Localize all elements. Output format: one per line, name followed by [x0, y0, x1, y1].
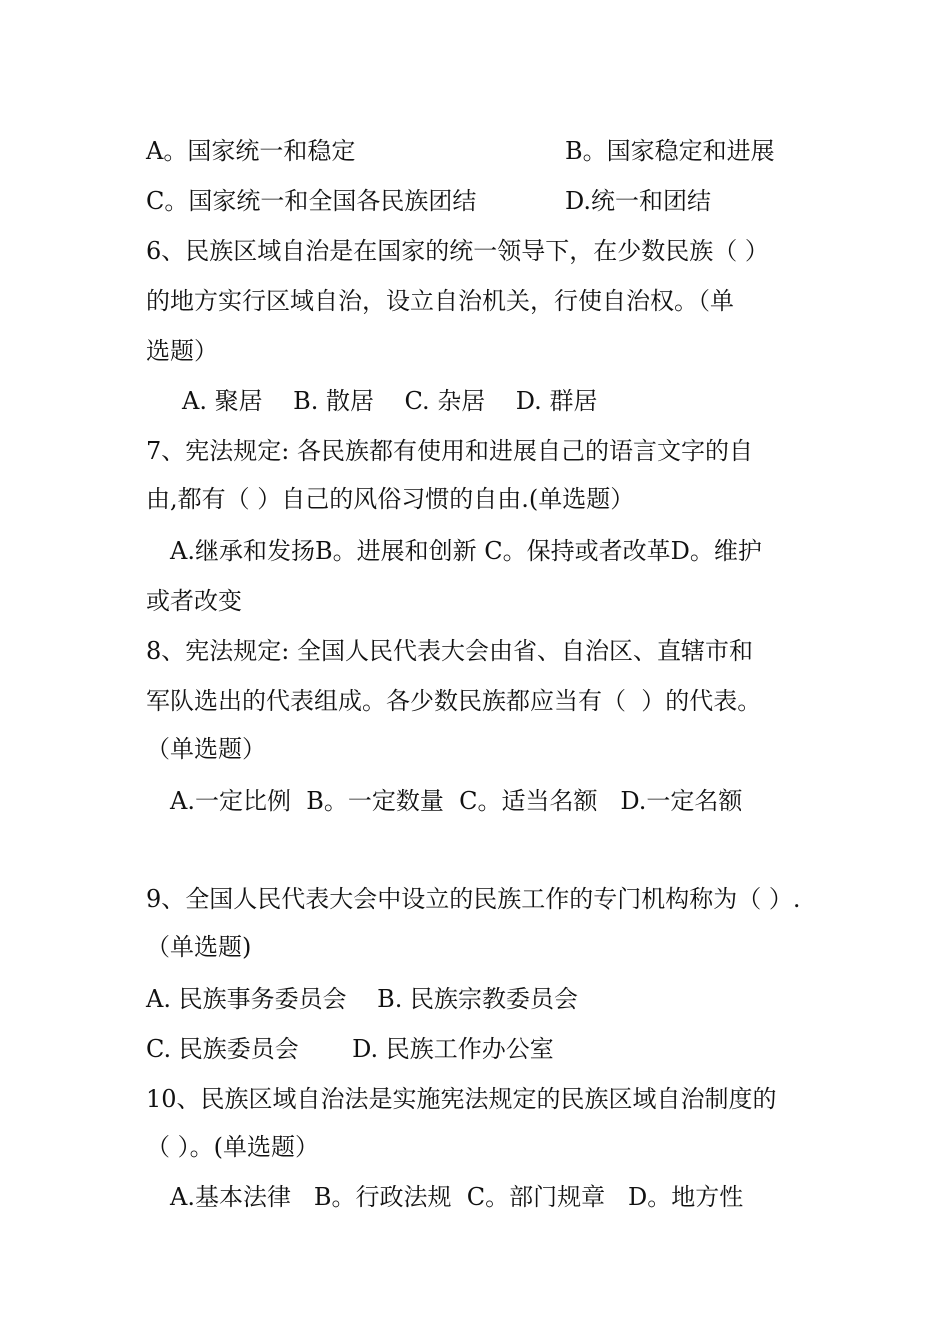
- q10-text-line2: （ ）。(单选题）: [146, 1133, 319, 1161]
- q7-options-line2: 或者改变: [146, 587, 242, 615]
- q6-options: A. 聚居 B. 散居 C. 杂居 D. 群居: [182, 387, 598, 415]
- q5-option-c: C。国家统一和全国各民族团结: [146, 187, 477, 215]
- q10-text-line1: 10、民族区域自治法是实施宪法规定的民族区域自治制度的: [146, 1085, 777, 1113]
- q6-text-line1: 6、民族区域自治是在国家的统一领导下，在少数民族（ ）: [146, 237, 769, 265]
- q6-text-line3: 选题）: [146, 337, 218, 365]
- q7-text-line1: 7、宪法规定: 各民族都有使用和进展自己的语言文字的自: [146, 437, 753, 465]
- q7-options-line1: A.继承和发扬B。进展和创新 C。保持或者改革D。维护: [170, 537, 762, 565]
- q8-text-line3: （单选题）: [146, 735, 266, 763]
- q9-text-line1: 9、全国人民代表大会中设立的民族工作的专门机构称为（ ）.: [146, 885, 801, 913]
- q8-text-line2: 军队选出的代表组成。各少数民族都应当有（ ）的代表。: [146, 687, 762, 715]
- q9-text-line2: （单选题): [146, 933, 252, 961]
- q5-option-b: B。国家稳定和进展: [565, 137, 775, 165]
- q5-option-d: D.统一和团结: [565, 187, 712, 215]
- q9-options-line2: C. 民族委员会 D. 民族工作办公室: [146, 1035, 554, 1063]
- q7-text-line2: 由,都有（ ）自己的风俗习惯的自由.(单选题）: [146, 485, 635, 513]
- q9-options-line1: A. 民族事务委员会 B. 民族宗教委员会: [146, 985, 578, 1013]
- q8-text-line1: 8、宪法规定: 全国人民代表大会由省、自治区、直辖市和: [146, 637, 753, 665]
- q6-text-line2: 的地方实行区域自治，设立自治机关，行使自治权。（单: [146, 287, 734, 315]
- q8-options: A.一定比例 B。一定数量 C。适当名额 D.一定名额: [170, 787, 743, 815]
- q5-option-a: A。国家统一和稳定: [146, 137, 356, 165]
- q10-options: A.基本法律 B。行政法规 C。部门规章 D。地方性: [170, 1183, 744, 1211]
